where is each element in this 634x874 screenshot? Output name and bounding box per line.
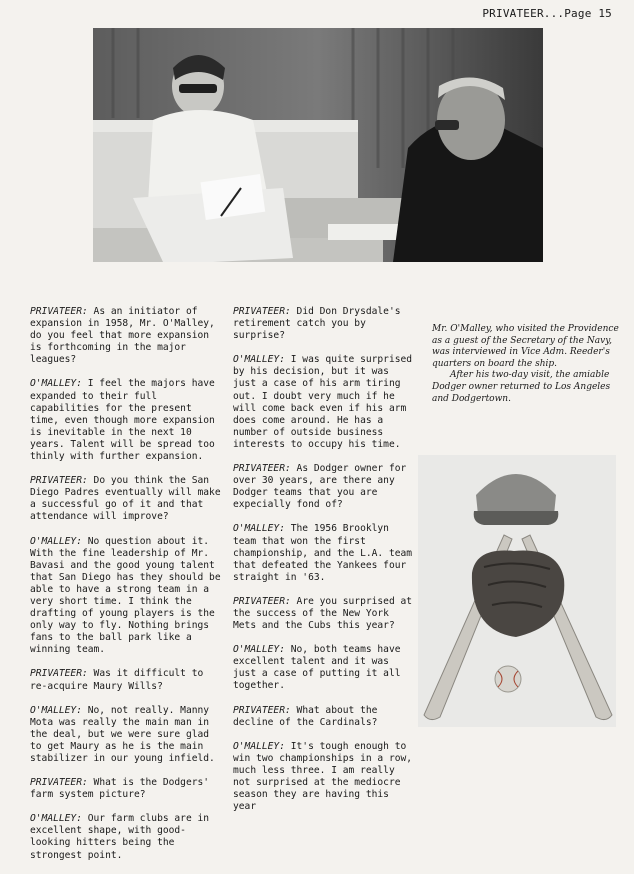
paragraph-text: The 1956 Brooklyn team that won the first championship, and the L.A. team that defeated the Yankees four straight in '63. <box>233 523 413 583</box>
paragraph-text: What is the Dodgers' farm system picture? <box>30 777 210 801</box>
speaker-label: O'MALLEY: <box>30 378 82 390</box>
paragraph-text: No, not really. Manny Mota was really the main man in the deal, but we were sure glad to get Maury as he is the main stabilizer in our young infield. <box>30 704 215 764</box>
qa-paragraph <box>30 306 225 366</box>
speaker-label: PRIVATEER: <box>233 595 291 607</box>
paragraph-text: What about the decline of the Cardinals? <box>233 704 378 728</box>
interview-photo <box>93 28 543 262</box>
paragraph-text: Are you surprised at the success of the New York Mets and the Cubs this year? <box>233 595 413 632</box>
speaker-label: O'MALLEY: <box>233 740 285 752</box>
qa-paragraph <box>233 644 413 692</box>
qa-paragraph <box>30 705 225 765</box>
speaker-label: O'MALLEY: <box>233 523 285 535</box>
paragraph-text: I feel the majors have expanded to their full capabilities for the present time, even though more expansion is inevitable in the next 10 years. Talent will be spread too thinly with further expansion. <box>30 378 215 463</box>
qa-paragraph <box>233 741 413 814</box>
speaker-label: PRIVATEER: <box>233 306 291 317</box>
caption-first-paragraph: Mr. O'Malley, who visited the Providence as a guest of the Secretary of the Navy, was interviewed in Vice Adm. Reeder's quarters on board the ship. <box>432 324 619 369</box>
interview-column-left <box>30 306 225 874</box>
paragraph-text: Did Don Drysdale's retirement catch you by surprise? <box>233 306 401 342</box>
qa-paragraph <box>233 306 413 342</box>
speaker-label: O'MALLEY: <box>30 535 82 547</box>
paragraph-text: Our farm clubs are in excellent shape, with good-looking hitters being the strongest point. <box>30 813 210 861</box>
speaker-label: PRIVATEER: <box>233 704 291 716</box>
speaker-label: PRIVATEER: <box>30 475 88 487</box>
paragraph-text: No question about it. With the fine leadership of Mr. Bavasi and the good young talent that San Diego has they should be able to have a strong team in a very short time. I think the drafting of young players is the only way to fly. Nothing brings fans to the ball park like a winning team. <box>30 535 221 656</box>
paragraph-text: I was quite surprised by his decision, but it was just a case of his arm tiring out. I doubt very much if he will come back even if his arm does come around. He has a number of outside business interests to occupy his time. <box>233 354 413 450</box>
qa-paragraph <box>233 463 413 511</box>
qa-paragraph <box>233 354 413 451</box>
interview-photo-illustration <box>93 28 543 262</box>
speaker-label: O'MALLEY: <box>30 704 82 716</box>
qa-paragraph <box>30 378 225 463</box>
qa-paragraph <box>233 523 413 583</box>
qa-paragraph <box>233 705 413 729</box>
speaker-label: PRIVATEER: <box>30 668 88 680</box>
paragraph-text: Do you think the San Diego Padres eventually will make a successful go of it and that attendance will improve? <box>30 475 221 523</box>
photo-caption <box>432 324 622 405</box>
paragraph-text: As an initiator of expansion in 1958, Mr. O'Malley, do you feel that more expansion is forthcoming in the major leagues? <box>30 306 215 366</box>
running-head: PRIVATEER...Page 15 <box>482 7 612 20</box>
paragraph-text: As Dodger owner for over 30 years, are there any Dodger teams that you are expecially fond of? <box>233 463 407 511</box>
qa-paragraph <box>30 475 225 523</box>
caption-second-paragraph: After his two-day visit, the amiable Dodger owner returned to Los Angeles and Dodgertown. <box>432 370 611 404</box>
qa-paragraph <box>30 777 225 801</box>
speaker-label: O'MALLEY: <box>233 644 285 656</box>
speaker-label: PRIVATEER: <box>30 306 88 317</box>
speaker-label: PRIVATEER: <box>233 463 291 475</box>
qa-paragraph <box>233 596 413 632</box>
bat-glove-cap-ball-illustration <box>418 455 616 727</box>
speaker-label: O'MALLEY: <box>30 813 82 825</box>
baseball-gear-photo <box>418 455 616 727</box>
qa-paragraph <box>30 668 225 692</box>
speaker-label: O'MALLEY: <box>233 354 285 366</box>
interview-column-middle <box>233 306 413 825</box>
speaker-label: PRIVATEER: <box>30 777 88 789</box>
paragraph-text: It's tough enough to win two championships in a row, much less three. I am really not surprised at the mediocre season they are having this year <box>233 740 413 813</box>
paragraph-text: Was it difficult to re-acquire Maury Wills? <box>30 668 204 692</box>
paragraph-text: No, both teams have excellent talent and it was just a case of putting it all together. <box>233 644 401 692</box>
qa-paragraph <box>30 813 225 861</box>
qa-paragraph <box>30 536 225 657</box>
